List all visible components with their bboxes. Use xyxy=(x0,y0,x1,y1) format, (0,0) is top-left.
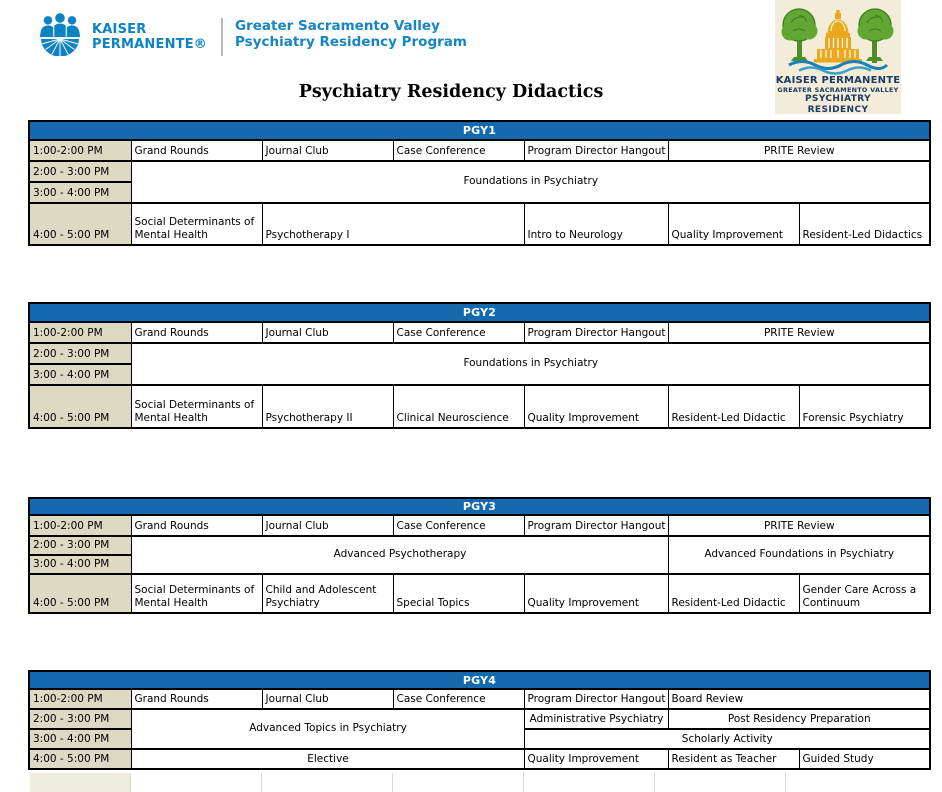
program-name-line1: Greater Sacramento Valley xyxy=(235,18,440,34)
schedule-cell: Resident-Led Didactics xyxy=(799,203,930,245)
schedule-cell: Administrative Psychiatry xyxy=(524,709,668,729)
table-title-pgy3: PGY3 xyxy=(29,498,930,515)
schedule-cell: Program Director Hangout xyxy=(524,689,668,709)
kp-wordmark-line1: KAISER xyxy=(92,22,147,37)
time-cell: 3:00 - 4:00 PM xyxy=(29,182,131,203)
program-name xyxy=(235,18,467,50)
schedule-cell: Gender Care Across a Continuum xyxy=(799,574,930,613)
schedule-cell: Resident as Teacher xyxy=(668,749,799,769)
time-cell: 3:00 - 4:00 PM xyxy=(29,729,131,749)
schedule-cell: Program Director Hangout xyxy=(524,140,668,161)
schedule-cell: Case Conference xyxy=(393,689,524,709)
time-cell: 4:00 - 5:00 PM xyxy=(29,574,131,613)
kp-people-sun-icon xyxy=(36,12,84,56)
schedule-cell: Program Director Hangout xyxy=(524,515,668,536)
time-cell: 1:00-2:00 PM xyxy=(29,515,131,536)
schedule-cell: Social Determinants of Mental Health xyxy=(131,574,262,613)
schedule-cell: Advanced Foundations in Psychiatry xyxy=(668,536,930,574)
schedule-cell: Quality Improvement xyxy=(524,385,668,428)
badge-line3: PSYCHIATRY RESIDENCY xyxy=(804,94,872,115)
schedule-cell: Quality Improvement xyxy=(668,203,799,245)
schedule-cell: Grand Rounds xyxy=(131,322,262,343)
badge-line1: KAISER PERMANENTE xyxy=(775,75,901,86)
table-title-pgy1: PGY1 xyxy=(29,121,930,140)
grid-line xyxy=(654,773,655,792)
table-title-pgy2: PGY2 xyxy=(29,303,930,322)
kp-wordmark-line2: PERMANENTE® xyxy=(92,37,208,52)
schedule-cell: Grand Rounds xyxy=(131,515,262,536)
schedule-cell: Psychotherapy II xyxy=(262,385,393,428)
time-cell: 4:00 - 5:00 PM xyxy=(29,385,131,428)
schedule-cell: Foundations in Psychiatry xyxy=(131,161,930,203)
time-cell: 2:00 - 3:00 PM xyxy=(29,343,131,364)
schedule-cell: Journal Club xyxy=(262,140,393,161)
schedule-cell: Quality Improvement xyxy=(524,574,668,613)
time-cell: 4:00 - 5:00 PM xyxy=(29,749,131,769)
schedule-cell: Special Topics xyxy=(393,574,524,613)
program-name-line2: Psychiatry Residency Program xyxy=(235,34,467,50)
schedule-cell: Grand Rounds xyxy=(131,140,262,161)
schedule-cell: Board Review xyxy=(668,689,930,709)
time-cell: 4:00 - 5:00 PM xyxy=(29,203,131,245)
schedule-cell: Social Determinants of Mental Health xyxy=(131,203,262,245)
schedule-cell: Case Conference xyxy=(393,322,524,343)
schedule-cell: Journal Club xyxy=(262,515,393,536)
schedule-cell: Forensic Psychiatry xyxy=(799,385,930,428)
schedule-cell: Resident-Led Didactic xyxy=(668,385,799,428)
grid-line xyxy=(785,773,786,792)
schedule-cell: Post Residency Preparation xyxy=(668,709,930,729)
schedule-table-pgy2 xyxy=(28,302,931,429)
schedule-cell: Advanced Topics in Psychiatry xyxy=(131,709,524,749)
kaiser-permanente-logo xyxy=(36,12,467,56)
schedule-cell: PRITE Review xyxy=(668,140,930,161)
schedule-cell: Social Determinants of Mental Health xyxy=(131,385,262,428)
schedule-cell: Scholarly Activity xyxy=(524,729,930,749)
time-cell: 1:00-2:00 PM xyxy=(29,322,131,343)
schedule-table-pgy1 xyxy=(28,120,931,246)
schedule-cell: Resident-Led Didactic xyxy=(668,574,799,613)
time-cell: 2:00 - 3:00 PM xyxy=(29,709,131,729)
schedule-cell: Quality Improvement xyxy=(524,749,668,769)
grid-line xyxy=(392,773,393,792)
schedule-table-pgy4 xyxy=(28,670,931,770)
badge-line2: GREATER SACRAMENTO VALLEY xyxy=(777,86,899,94)
schedule-cell: Clinical Neuroscience xyxy=(393,385,524,428)
schedule-cell: Case Conference xyxy=(393,140,524,161)
logo-divider xyxy=(221,18,223,56)
time-cell: 1:00-2:00 PM xyxy=(29,689,131,709)
schedule-cell: Elective xyxy=(131,749,524,769)
page-title: Psychiatry Residency Didactics xyxy=(298,82,604,102)
capitol-trees-waves-icon xyxy=(777,1,899,75)
grid-remnant xyxy=(30,773,130,792)
schedule-cell: Grand Rounds xyxy=(131,689,262,709)
schedule-cell: Guided Study xyxy=(799,749,930,769)
schedule-cell: Case Conference xyxy=(393,515,524,536)
schedule-cell: Child and Adolescent Psychiatry xyxy=(262,574,393,613)
time-cell: 3:00 - 4:00 PM xyxy=(29,364,131,385)
time-cell: 2:00 - 3:00 PM xyxy=(29,161,131,182)
time-cell: 2:00 - 3:00 PM xyxy=(29,536,131,555)
schedule-cell: PRITE Review xyxy=(668,322,930,343)
schedule-table-pgy3 xyxy=(28,497,931,614)
table-title-pgy4: PGY4 xyxy=(29,671,930,689)
schedule-cell: Journal Club xyxy=(262,322,393,343)
schedule-cell: Advanced Psychotherapy xyxy=(131,536,668,574)
schedule-cell: Psychotherapy I xyxy=(262,203,524,245)
schedule-cell: Foundations in Psychiatry xyxy=(131,343,930,385)
schedule-cell: PRITE Review xyxy=(668,515,930,536)
time-cell: 1:00-2:00 PM xyxy=(29,140,131,161)
schedule-cell: Intro to Neurology xyxy=(524,203,668,245)
kp-wordmark xyxy=(92,22,207,52)
grid-line xyxy=(261,773,262,792)
grid-line xyxy=(130,773,131,792)
grid-line xyxy=(523,773,524,792)
time-cell: 3:00 - 4:00 PM xyxy=(29,555,131,574)
schedule-cell: Program Director Hangout xyxy=(524,322,668,343)
schedule-cell: Journal Club xyxy=(262,689,393,709)
